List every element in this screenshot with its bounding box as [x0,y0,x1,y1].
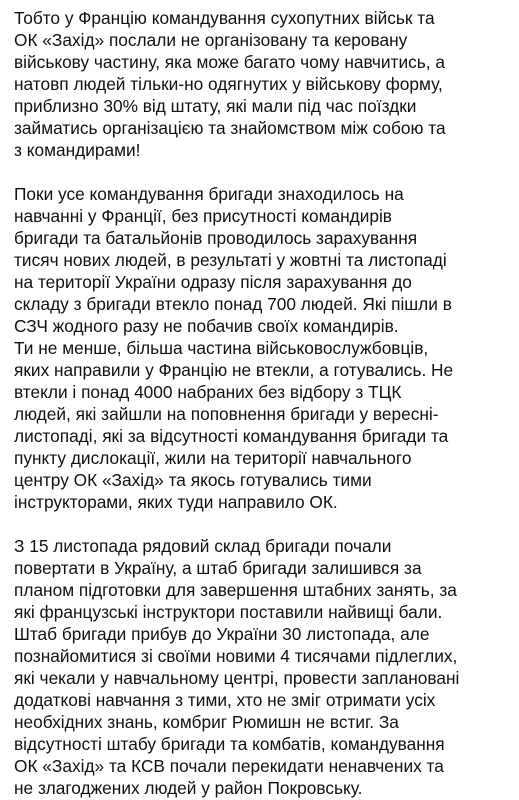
paragraph-spacer [14,513,511,535]
text-line: Тобто у Францію командування сухопутних військ та [14,8,435,28]
paragraph-2 [14,183,511,513]
text-line: необхідних знань, комбриг Рюмишн не встиг. За [14,712,399,732]
text-line: з командирами! [14,140,141,160]
text-line: центру ОК «Захід» та якось готувались тими [14,470,372,490]
text-line: СЗЧ жодного разу не побачив своїх командирів. [14,316,399,336]
text-line: які чекали у навчальному центрі, провести заплановані [14,668,460,688]
text-line: інструкторами, яких туди направило ОК. [14,492,338,512]
text-line: Поки усе командування бригади знаходилось на [14,184,404,204]
text-line: втекли і понад 4000 набраних без відбору з ТЦК [14,382,402,402]
text-line: Ти не менше, більша частина військовослужбовців, [14,338,429,358]
text-line: тисяч нових людей, в результаті у жовтні та листопаді [14,250,447,270]
text-line: військову частину, яка може багато чому навчитись, а [14,52,445,72]
text-line: повертати в Україну, а штаб бригади залишився за [14,558,422,578]
text-line: З 15 листопада рядовий склад бригади почали [14,536,392,556]
text-line: бригади та батальйонів проводилось зарахування [14,228,418,248]
text-line: планом підготовки для завершення штабних занять, за [14,580,457,600]
text-line: листопаді, які за відсутності командування бригади та [14,426,449,446]
paragraph-spacer [14,161,511,183]
paragraph-3 [14,535,511,799]
text-line: людей, які зайшли на поповнення бригади у вересні- [14,404,439,424]
text-line: ОК «Захід» та КСВ почали перекидати ненавчених та [14,756,444,776]
text-line: складу з бригади втекло понад 700 людей. Які пішли в [14,294,452,314]
text-line: пункту дислокації, жили на території навчального [14,448,412,468]
paragraph-1 [14,7,511,161]
text-line: навчанні у Франції, без присутності командирів [14,206,392,226]
text-line: натовп людей тільки-но одягнутих у військову форму, [14,74,443,94]
text-line: Штаб бригади прибув до України 30 листопада, але [14,624,430,644]
text-line: додаткові навчання з тими, хто не зміг отримати усіх [14,690,436,710]
text-line: які французські інструктори поставили найвищі бали. [14,602,443,622]
text-line: яких направили у Францію не втекли, а готувались. Не [14,360,454,380]
text-line: ОК «Захід» послали не організовану та керовану [14,30,408,50]
text-line: займатись організацією та знайомством між собою та [14,118,446,138]
text-line: на території України одразу після зарахування до [14,272,412,292]
text-line: не злагоджених людей у район Покровську. [14,778,363,798]
text-line: приблизно 30% від штату, які мали під час поїздки [14,96,417,116]
text-line: познайомитися зі своїми новими 4 тисячами підлеглих, [14,646,458,666]
text-line: відсутності штабу бригади та комбатів, командування [14,734,445,754]
